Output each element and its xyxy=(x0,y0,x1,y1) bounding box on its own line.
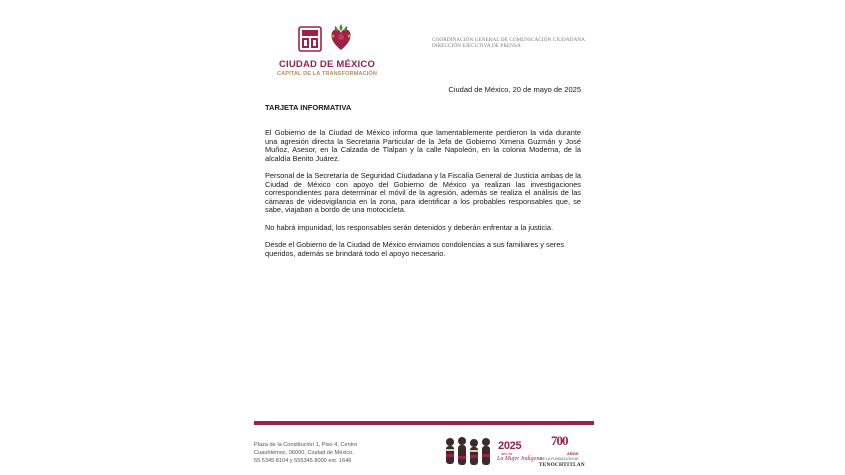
paragraph: No habrá impunidad, los responsables serán detenidos y deberán enfrentar a la justicia. xyxy=(265,223,554,232)
year-logo-number: 2025 xyxy=(498,440,522,452)
anniversary-logo-city: TENOCHTITLAN xyxy=(539,462,585,468)
anniversary-logo-anos: AÑOS xyxy=(567,451,579,456)
anniversary-logo-sub: DE LA FUNDACIÓN DE xyxy=(540,457,579,461)
brand-name: CIUDAD DE MÉXICO xyxy=(278,59,376,70)
paragraph: Personal de la Secretaría de Seguridad Ciudadana y la Fiscalía General de Justicia ambas de la Ciudad de México con apoyo del Gobierno de México ya realizan las investigaciones correspondientes para determinar el móvil de la agresión, además se realiza el análisis de las cámaras de videovigilancia en la zona, para identificar a los probables responsables que, se sabe, viajaban a bordo de una motocicleta. xyxy=(265,171,581,215)
indigenous-women-illustration-icon xyxy=(442,434,497,468)
cdmx-coat-of-arms-icon xyxy=(298,26,322,52)
date-line: Ciudad de México, 20 de mayo de 2025 xyxy=(448,85,581,94)
address-line: Plaza de la Constitución 1, Piso 4, Centro xyxy=(254,442,358,448)
agency-line-1: COORDINACIÓN GENERAL DE COMUNICACIÓN CIUDADANA xyxy=(432,37,586,43)
anniversary-logo-number: 700 xyxy=(551,433,568,448)
year-logo-name: La Mujer Indígena xyxy=(497,456,543,462)
brand-tagline: CAPITAL DE LA TRANSFORMACIÓN xyxy=(277,71,377,77)
address-line: Cuauhtémoc, 06000, Ciudad de México. xyxy=(254,450,354,456)
heart-flower-emblem-icon xyxy=(328,22,354,52)
address-line: 55 5345 8104 y 555345 8000 ext. 1646 xyxy=(254,458,352,464)
document-title: TARJETA INFORMATIVA xyxy=(265,103,352,112)
paragraph: El Gobierno de la Ciudad de México informa que lamentablemente perdieron la vida durante una agresión directa la Secretaria Particular de la Jefa de Gobierno Ximena Guzmán y José Muñoz, Asesor, en la Calzada de Tlalpan y la calle Napoleón, en la colonia Moderna, de la alcaldía Benito Juárez. xyxy=(265,128,581,163)
paragraph: Desde el Gobierno de la Ciudad de México enviamos condolencias a sus familiares y seres queridos, además se brindará todo el apoyo necesario. xyxy=(265,240,565,258)
agency-line-2: DIRECCIÓN EJECUTIVA DE PRENSA xyxy=(432,43,521,49)
year-logo-sub: Año de xyxy=(501,452,513,456)
footer-divider xyxy=(254,421,594,425)
